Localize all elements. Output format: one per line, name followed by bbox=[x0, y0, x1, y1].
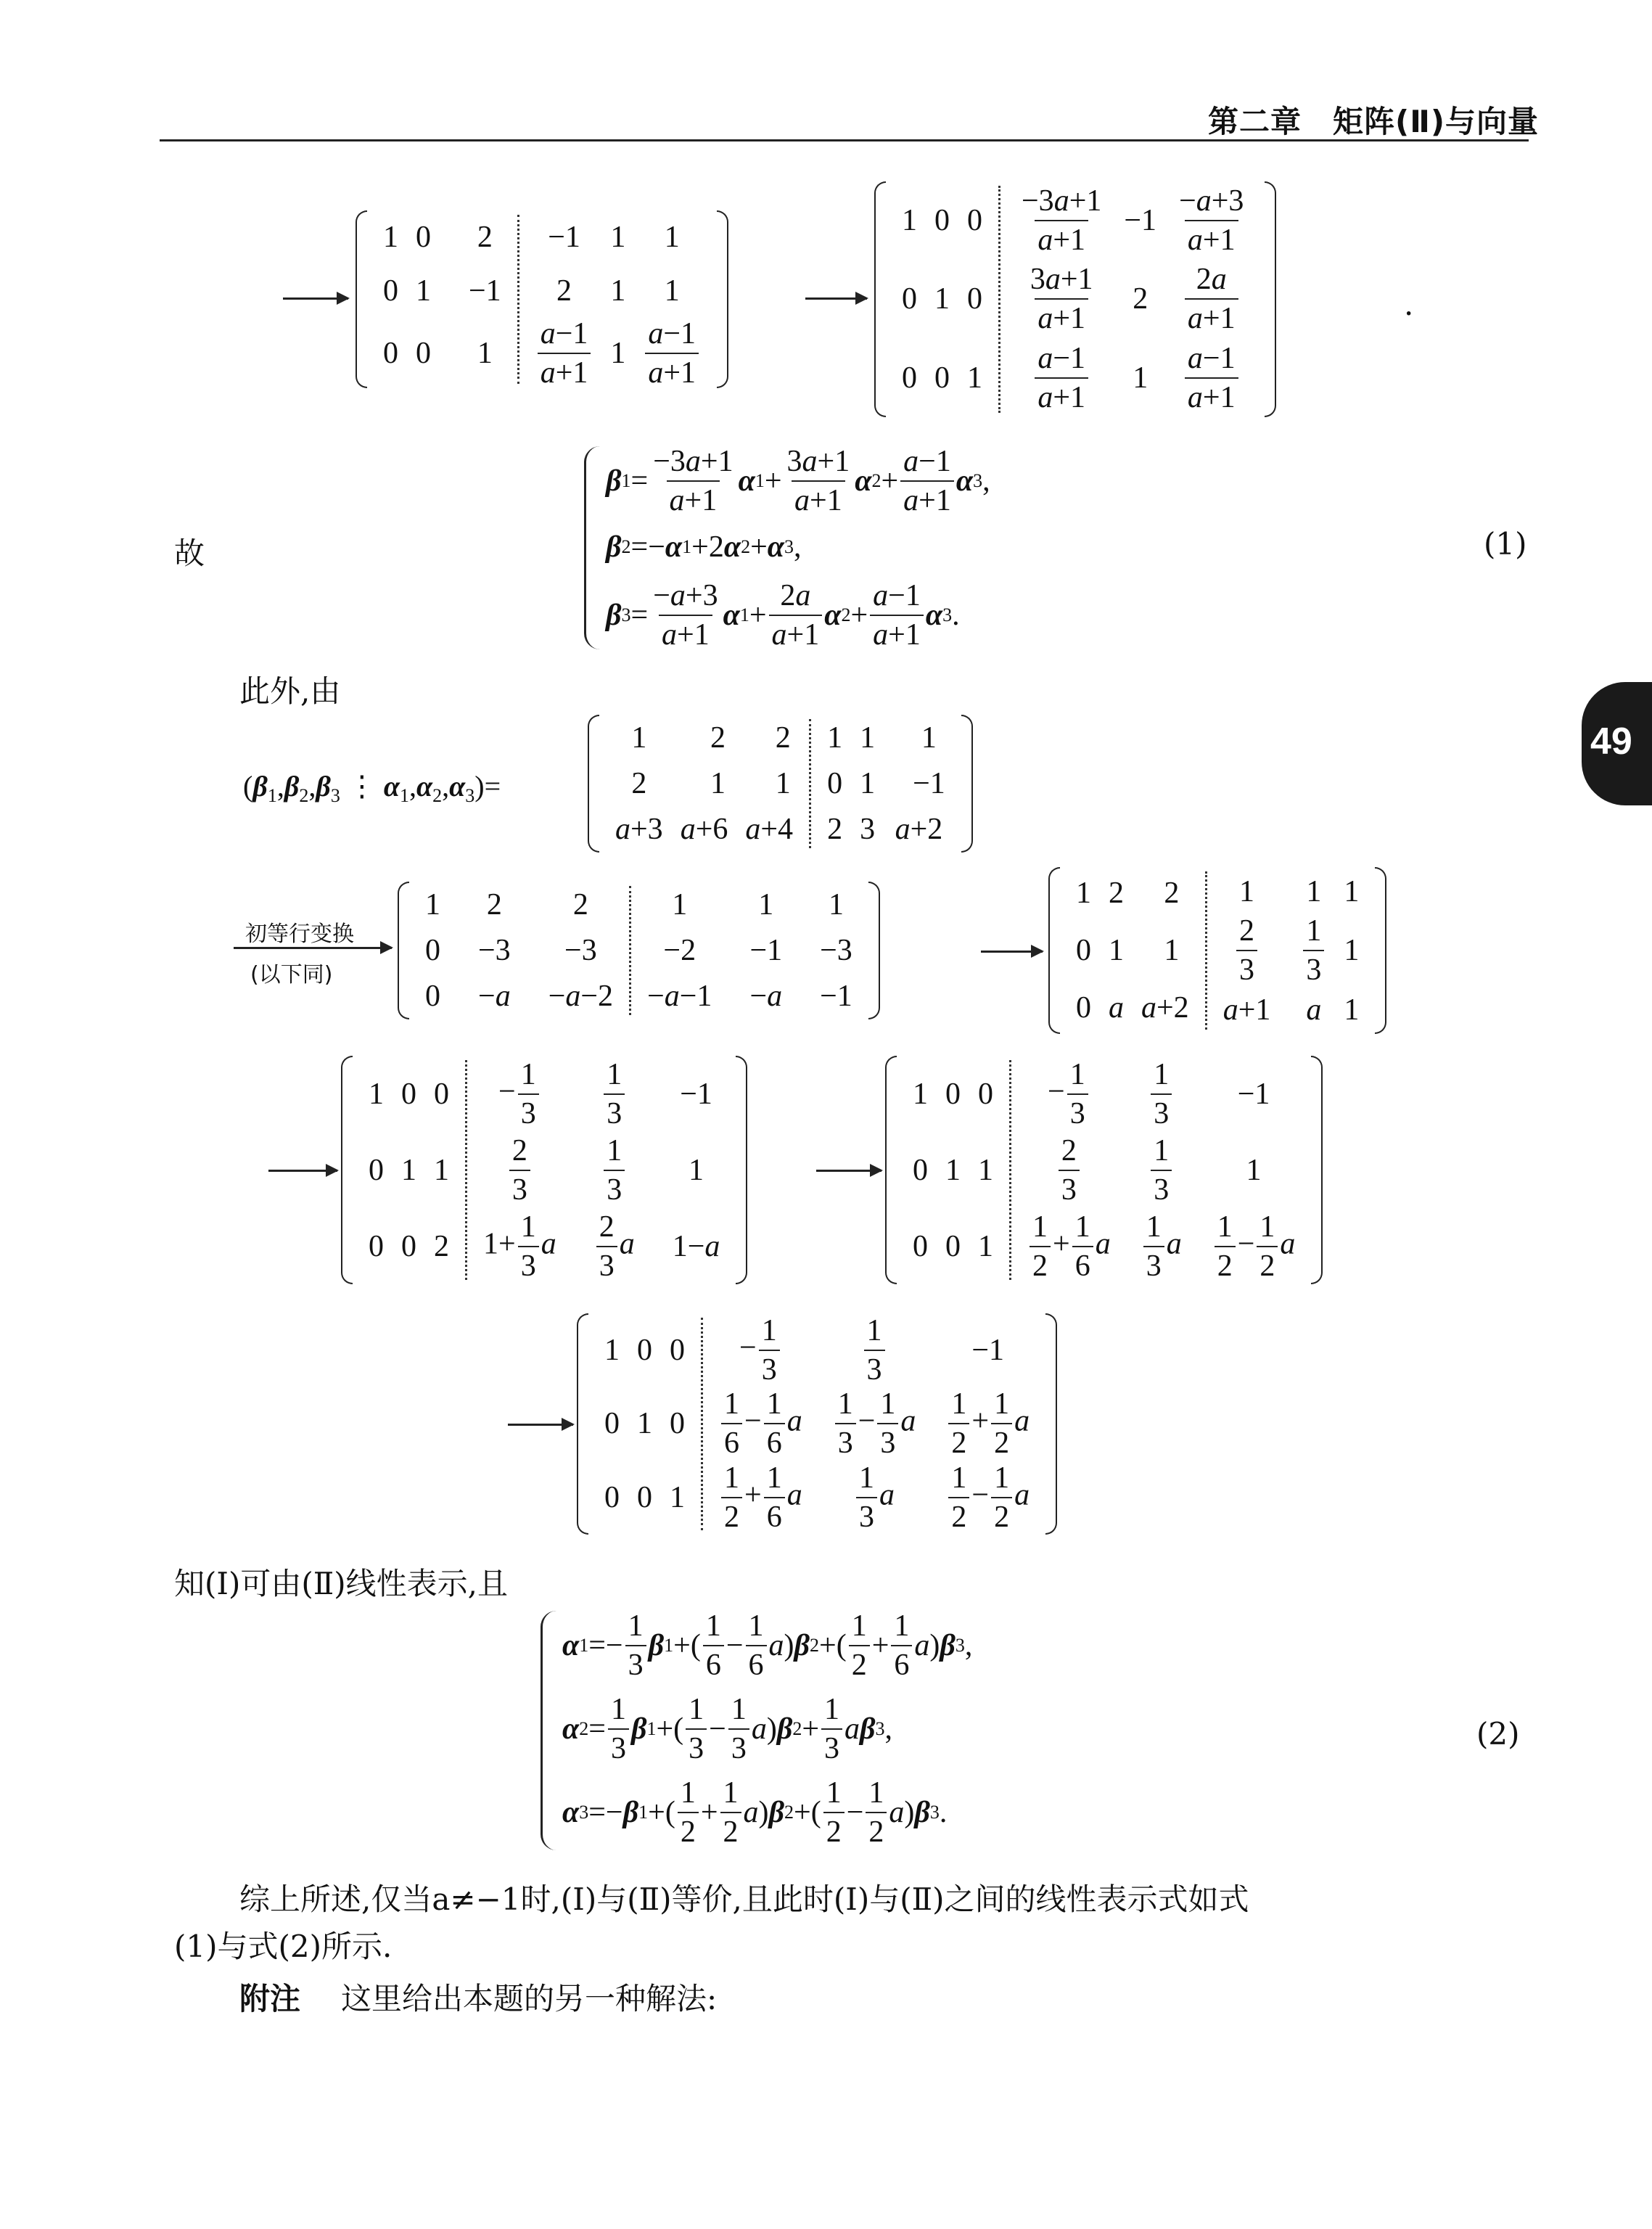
arrow-2 bbox=[805, 297, 867, 300]
note-head: 附注 bbox=[239, 1981, 301, 2016]
summary-line-1: 综上所述,仅当a≠−1时,(Ⅰ)与(Ⅱ)等价,且此时(Ⅰ)与(Ⅱ)之间的线性表示式如式 bbox=[239, 1881, 1249, 1917]
arrow-6 bbox=[508, 1424, 573, 1426]
arrow-3 bbox=[981, 951, 1043, 953]
pair-lhs: ($\beta_1,\beta_2,\beta_3$ ⋮ $\alpha_1,\alpha_2,\alpha_3)=$ bbox=[243, 770, 501, 806]
transform-label: 初等行变换 bbox=[245, 921, 354, 947]
matrix-m4: 1 2 2 0 −3 −3 0 −a −a−2 1 1 1 −2 −1 −3 −a−1 −a −1 bbox=[398, 882, 880, 1019]
eq-number-1: (1) bbox=[1484, 526, 1527, 562]
header-rule bbox=[160, 139, 1529, 141]
note-text: 这里给出本题的另一种解法: bbox=[341, 1981, 718, 2016]
matrix-m2: 1 0 0 0 1 0 0 0 1 $\frac{-3a+1}{a+1}$ −1 $\frac{-a+3}{a+1}$ $\frac{3a+1}{a+1}$ 2 $\frac{2a}{a+1}$ $\frac{a-1}{a+1}$ 1 $\frac{a-1}{a+1}$ bbox=[874, 181, 1276, 417]
label-gu: 故 bbox=[174, 535, 205, 571]
page-number-tab bbox=[1582, 682, 1652, 805]
arrow-5 bbox=[816, 1170, 882, 1172]
arrow-1 bbox=[283, 297, 348, 300]
matrix-m6: 1 0 0 0 1 1 0 0 2 − $\frac{1}{3}$ $\frac{1}{3}$ −1 $\frac{2}{3}$ $\frac{1}{3}$ 1 1+ $\frac{1}{3}$ a $\frac{2}{3}$ a 1−a bbox=[341, 1056, 747, 1284]
matrix-m3: 1 2 2 2 1 1 a+3 a+6 a+4 1 1 1 0 1 −1 2 3 a+2 bbox=[588, 715, 973, 853]
arrow-4 bbox=[268, 1170, 337, 1172]
transform-note: (以下同) bbox=[250, 962, 333, 988]
matrix-m1: 1 0 2 0 1 −1 0 0 1 −1 1 1 2 1 1 $\frac{a-1}{a+1}$ 1 $\frac{a-1}{a+1}$ bbox=[356, 210, 728, 388]
matrix-m7: 1 0 0 0 1 1 0 0 1 − $\frac{1}{3}$ $\frac{1}{3}$ −1 $\frac{2}{3}$ $\frac{1}{3}$ 1 $\frac{1}{2}$ + $\frac{1}{6}$ a $\frac{1}{3}$ a $\frac{1}{2}$ − $\frac{1}{2}$ a bbox=[885, 1056, 1323, 1284]
system-2: α 1 =− 1 3 β 1 +( 1 6 − 1 6 a ) β 2 +( 1 2 + 1 6 a ) β 3 , α 2 = 1 3 β 1 +( 1 3 − 1 3 a ) β 2 + 1 3 a β 3 , α 3 =− β 1 +( 1 2 + 1 2 a ) β 2 +( 1 2 − 1 2 a ) β 3 . bbox=[541, 1611, 1266, 1850]
matrix-m5: 1 2 2 0 1 1 0 a a+2 1 1 1 $\frac{2}{3}$ $\frac{1}{3}$ 1 a+1 a 1 bbox=[1048, 867, 1386, 1034]
period: . bbox=[1404, 287, 1414, 322]
eq-number-2: (2) bbox=[1476, 1716, 1520, 1752]
arrow-transform bbox=[234, 947, 392, 949]
label-know: 知(Ⅰ)可由(Ⅱ)线性表示,且 bbox=[174, 1566, 509, 1601]
matrix-m8: 1 0 0 0 1 0 0 0 1 − $\frac{1}{3}$ $\frac{1}{3}$ −1 $\frac{1}{6}$ − $\frac{1}{6}$ a $\frac{1}{3}$ − $\frac{1}{3}$ a $\frac{1}{2}$ + $\frac{1}{2}$ a $\frac{1}{2}$ + $\frac{1}{6}$ a $\frac{1}{3}$ a $\frac{1}{2}$ − $\frac{1}{2}$ a bbox=[577, 1313, 1057, 1535]
summary-line-2: (1)与式(2)所示. bbox=[174, 1929, 393, 1964]
label-also: 此外,由 bbox=[239, 673, 341, 709]
page-number: 49 bbox=[1590, 721, 1632, 763]
running-header: 第二章 矩阵(Ⅱ)与向量 bbox=[1208, 104, 1540, 139]
system-1: β 1 = −3a+1 a+1 α 1 + 3a+1 a+1 α 2 + a−1 a+1 α 3 , β 2 =− α 1 +2 α 2 + α 3 , β 3 = −a+3 a+1 α 1 + 2a a+1 α 2 + a−1 a+1 α 3 . bbox=[584, 446, 1237, 649]
